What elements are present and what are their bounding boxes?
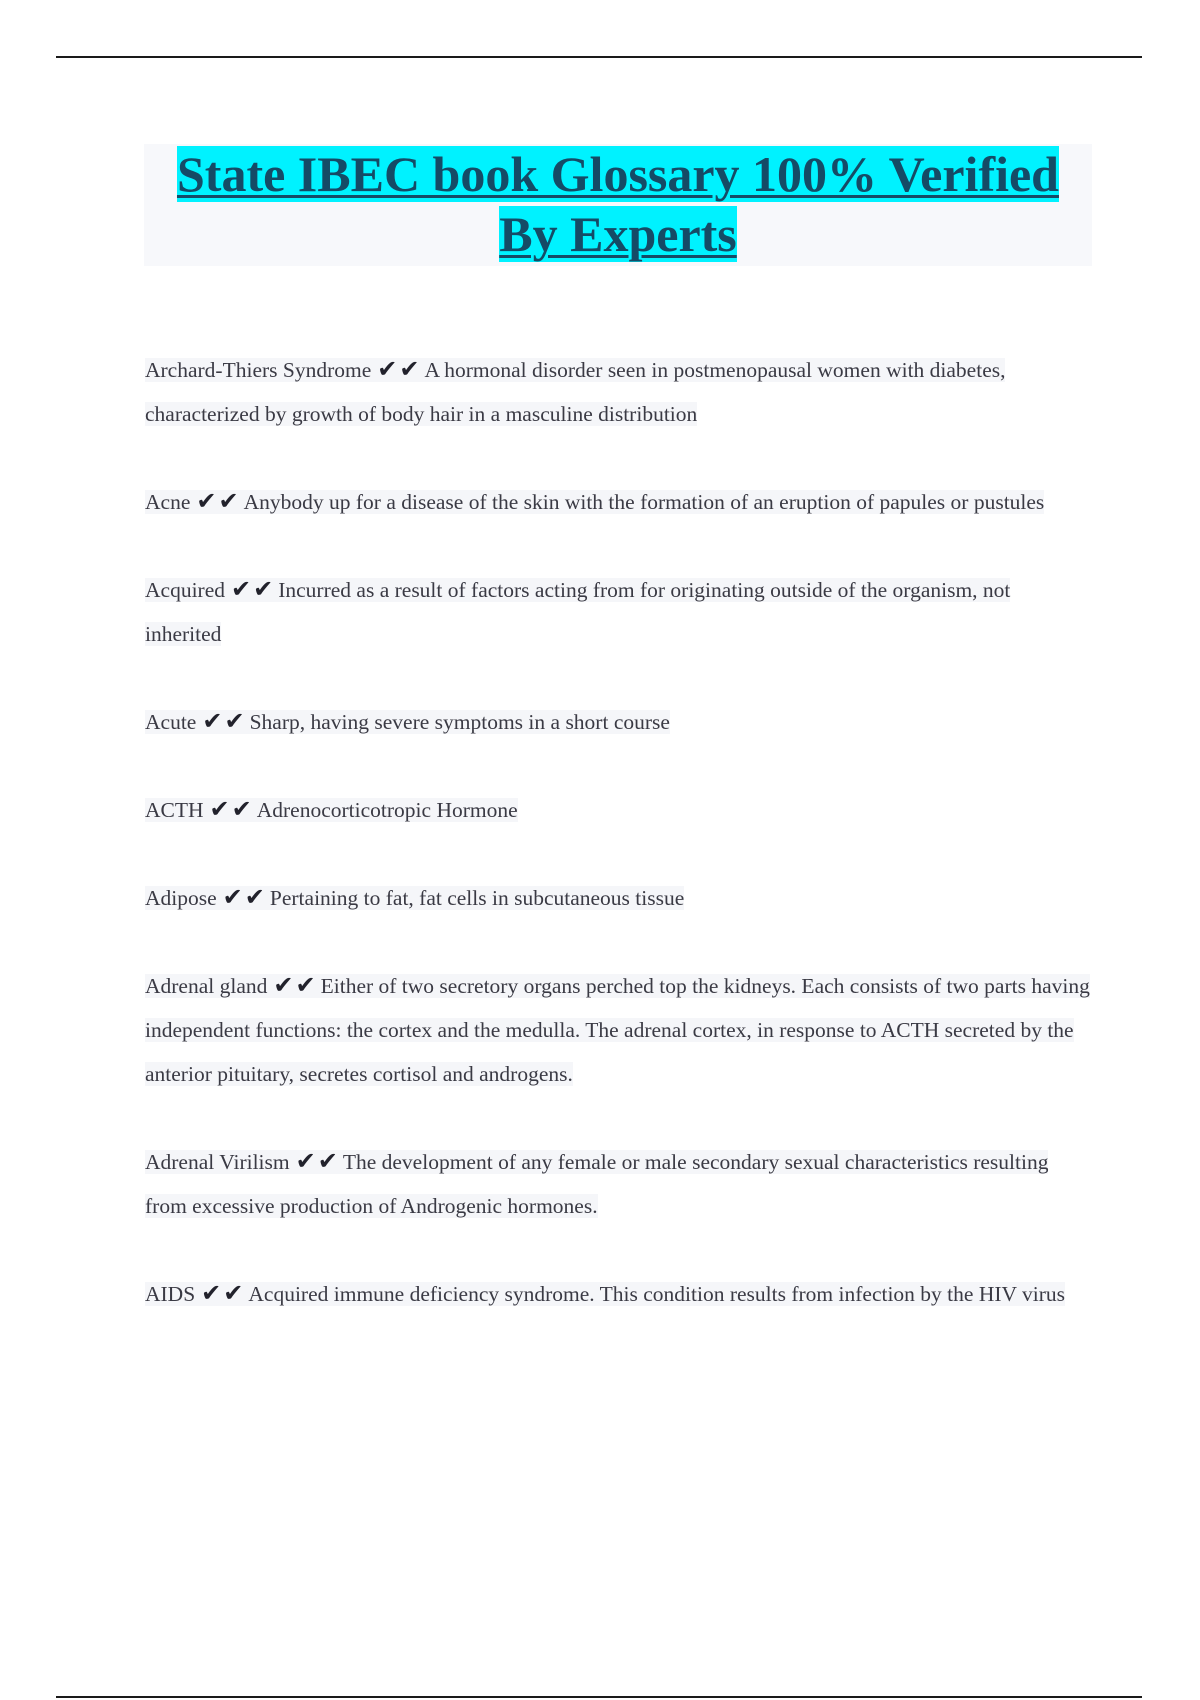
glossary-term: Acquired (145, 578, 225, 602)
glossary-entry (145, 1271, 1090, 1316)
glossary-term: Acute (145, 710, 197, 734)
glossary-entry (145, 963, 1090, 1096)
glossary-term: Acne (145, 490, 191, 514)
double-check-icon: ✔✔ (231, 575, 276, 603)
glossary-entry (145, 567, 1090, 656)
double-check-icon: ✔✔ (273, 971, 318, 999)
title-block (144, 144, 1092, 266)
glossary-definition: Either of two secretory organs perched top the kidneys. Each consists of two parts having independent functions: the cortex and the medulla. The adrenal cortex, in response to ACTH secreted by the anterior pituitary, secretes cortisol and androgens. (145, 974, 1090, 1086)
bottom-rule (56, 1696, 1142, 1698)
glossary-definition: Sharp, having severe symptoms in a short course (249, 710, 670, 734)
double-check-icon: ✔✔ (222, 883, 267, 911)
glossary-term: Adrenal gland (145, 974, 268, 998)
glossary-term: AIDS (145, 1282, 196, 1306)
glossary-definition: Pertaining to fat, fat cells in subcutaneous tissue (269, 886, 685, 910)
glossary-definition: The development of any female or male secondary sexual characteristics resulting from excessive production of Androgenic hormones. (145, 1150, 1049, 1218)
glossary-definition: Incurred as a result of factors acting from for originating outside of the organism, not inherited (145, 578, 1011, 646)
glossary-definition: Acquired immune deficiency syndrome. This condition results from infection by the HIV virus (248, 1282, 1066, 1306)
document-title: State IBEC book Glossary 100% Verified By Experts (176, 146, 1059, 262)
top-rule (56, 56, 1142, 58)
glossary-term: ACTH (145, 798, 204, 822)
glossary-term: Archard-Thiers Syndrome (145, 358, 372, 382)
glossary-list (145, 347, 1090, 1359)
glossary-entry (145, 699, 1090, 744)
double-check-icon: ✔✔ (377, 355, 422, 383)
glossary-entry (145, 479, 1090, 524)
double-check-icon: ✔✔ (202, 707, 247, 735)
double-check-icon: ✔✔ (209, 795, 254, 823)
glossary-entry (145, 347, 1090, 436)
double-check-icon: ✔✔ (295, 1147, 340, 1175)
glossary-definition: A hormonal disorder seen in postmenopausal women with diabetes, characterized by growth of body hair in a masculine distribution (145, 358, 1006, 426)
glossary-entry (145, 787, 1090, 832)
glossary-definition: Adrenocorticotropic Hormone (256, 798, 518, 822)
glossary-entry (145, 875, 1090, 920)
double-check-icon: ✔✔ (201, 1279, 246, 1307)
glossary-entry (145, 1139, 1090, 1228)
glossary-term: Adipose (145, 886, 217, 910)
glossary-definition: Anybody up for a disease of the skin with the formation of an eruption of papules or pustules (243, 490, 1045, 514)
double-check-icon: ✔✔ (196, 487, 241, 515)
glossary-term: Adrenal Virilism (145, 1150, 290, 1174)
